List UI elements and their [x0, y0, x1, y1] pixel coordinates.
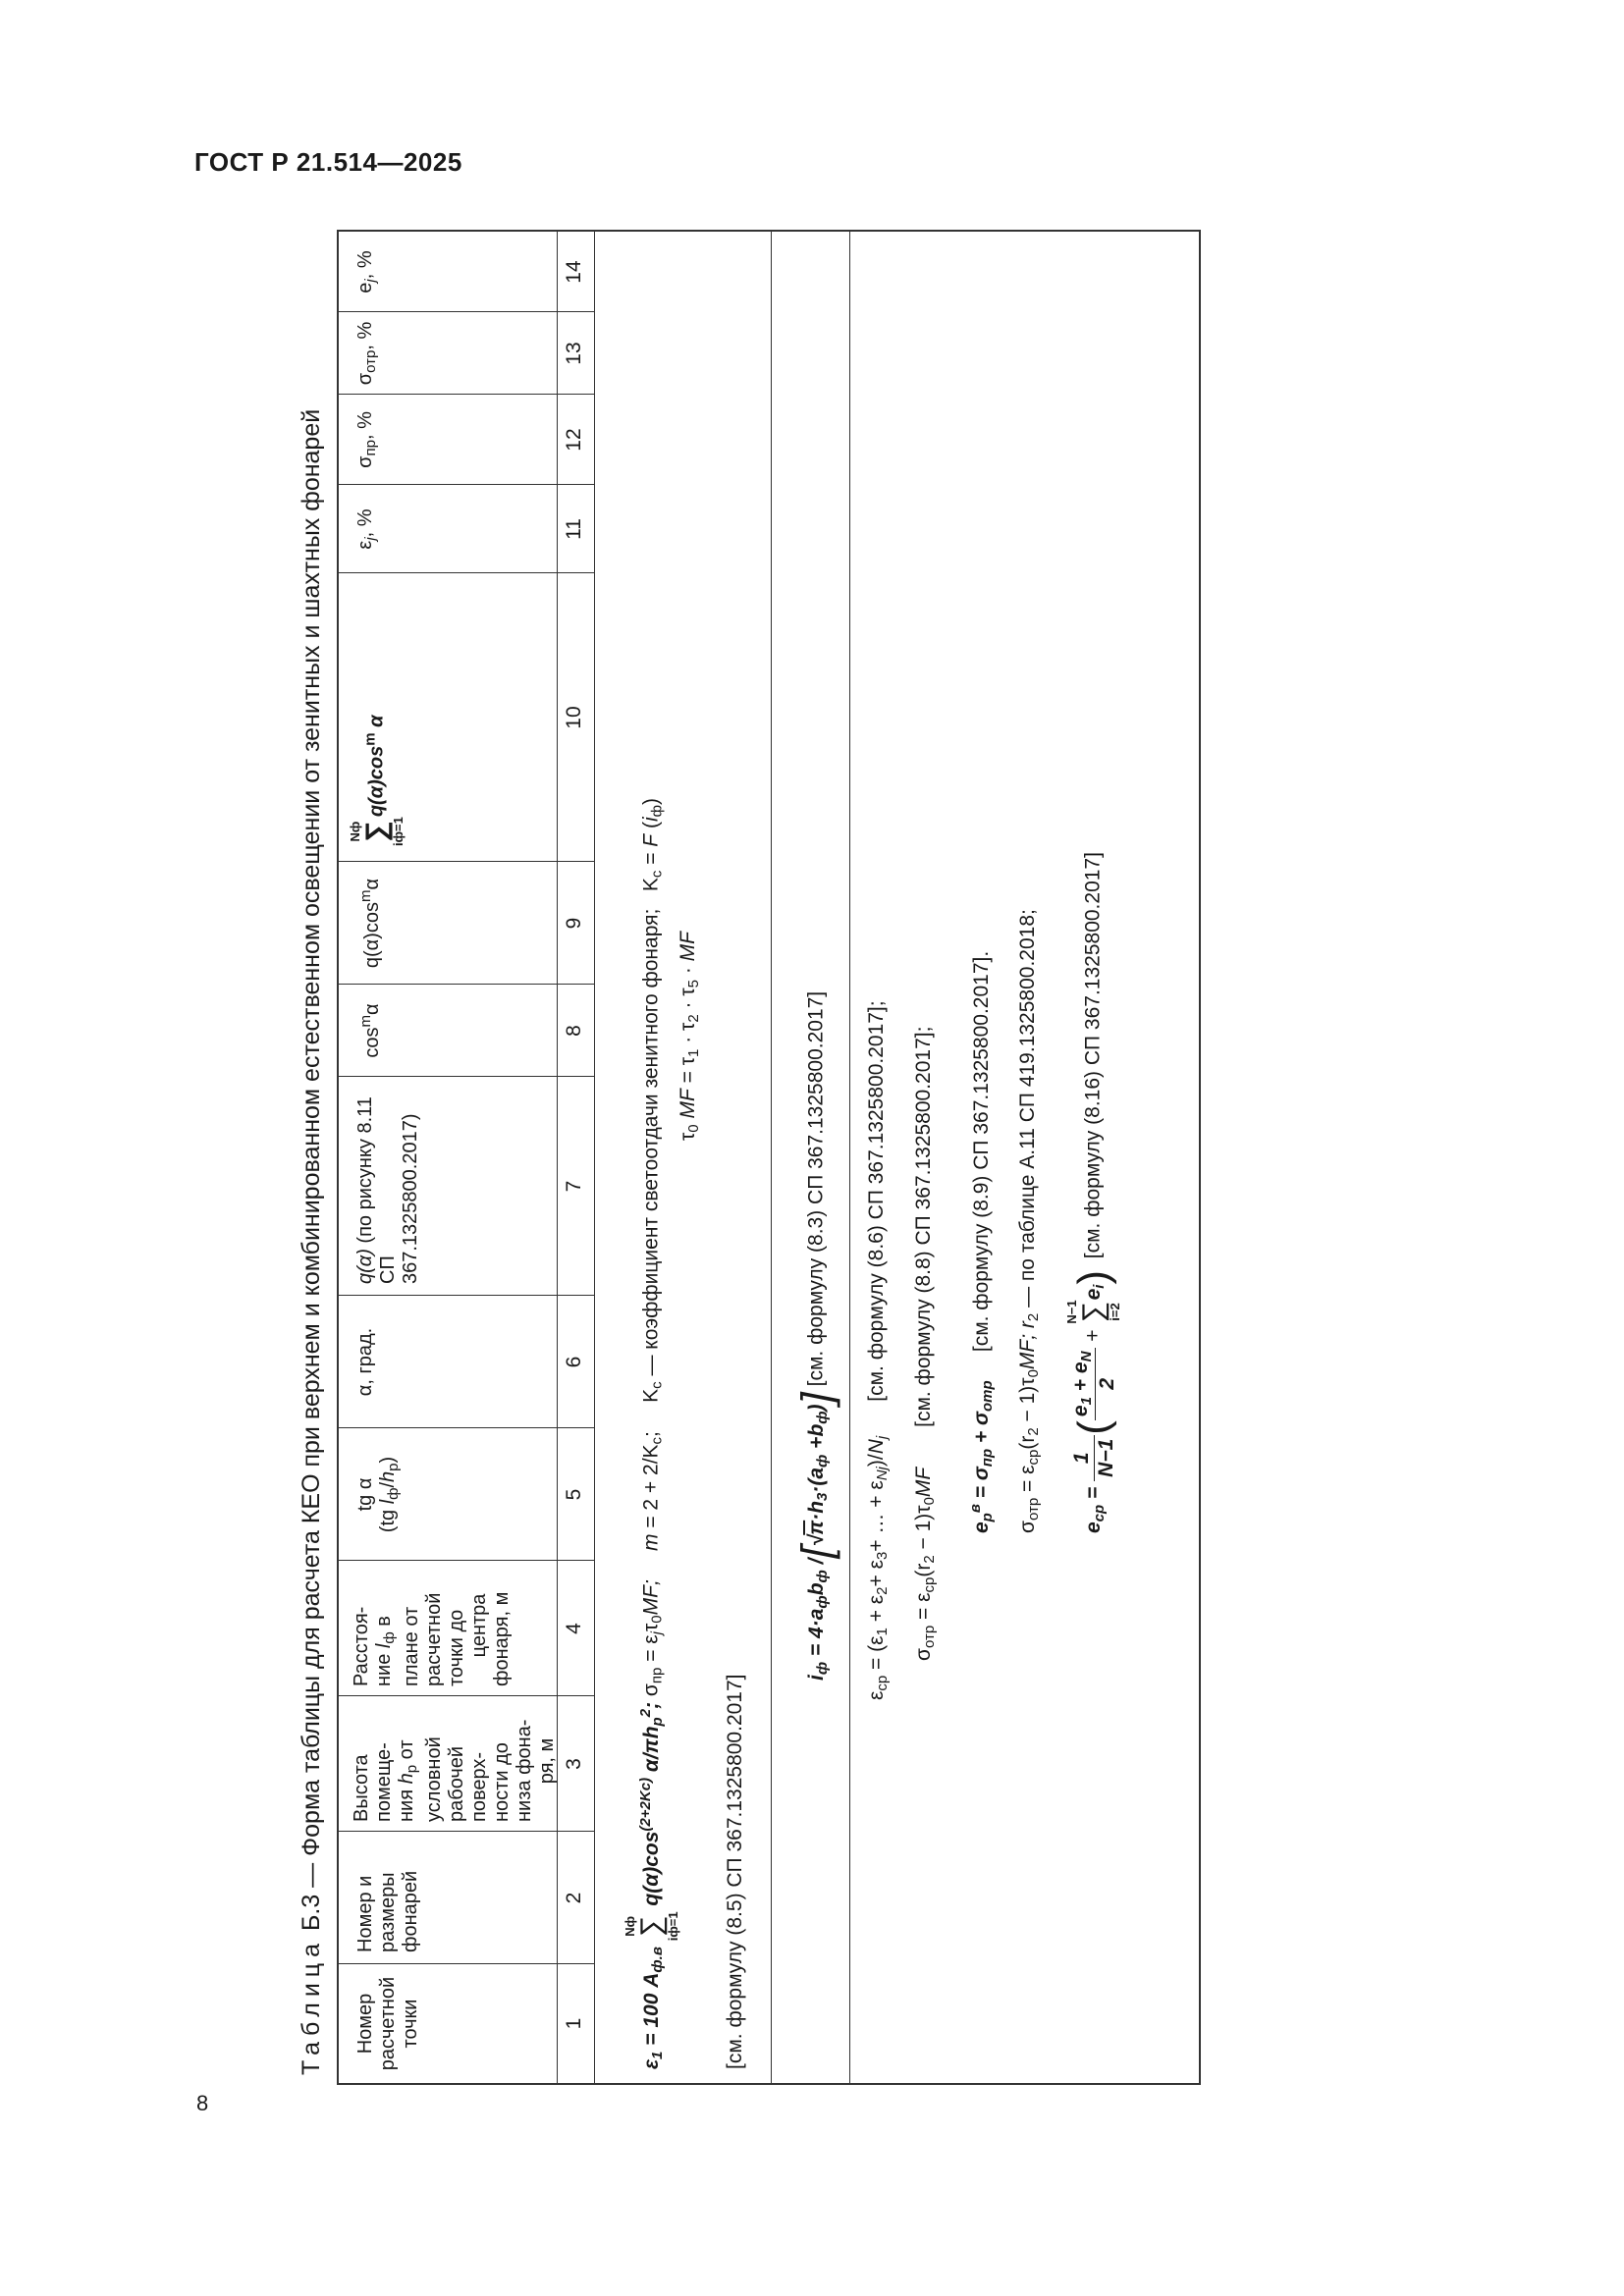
header-tg-alpha: tg α (tg $l_ф/h_р$)	[354, 1456, 402, 1533]
kео-calculation-table	[337, 230, 1201, 2085]
caption-word: Таблица	[298, 1937, 325, 2075]
formula-sigma-otr: $\sigma_{отр} = \varepsilon_{ср}(r_2 - 1)\tau_0MF$ [см. формулу (8.8) СП 367.1325800.2017];	[912, 1026, 938, 1661]
col-num: 10	[563, 706, 585, 729]
formula-i-phi: $i_ф = 4\cdot a_фb_ф$ $/[√\pi\cdot h_3\cdot(a_ф +b_ф)]$ [см. формулу (8.3) СП 367.1325800.2017]	[792, 990, 840, 1681]
formula-tau-mf: $\tau_0$ MF = $\tau_1 \cdot \tau_2 \cdot \tau_5$ · MF	[677, 931, 702, 1141]
document-header: ГОСТ Р 21.514—2025	[194, 147, 462, 177]
sum-symbol: Nф ∑ iф=1	[348, 817, 406, 846]
header-eps-j: $\varepsilon_j$, %	[354, 508, 379, 550]
sum-symbol: N−1 ∑ i=2	[1064, 1300, 1122, 1324]
header-plan-distance: Расстоя- ние $l_ф$ в плане от расчетной точки до центра фонаря, м	[351, 1591, 513, 1686]
col-num: 14	[563, 260, 585, 284]
col-num: 7	[563, 1180, 585, 1193]
caption-text: Б.3 — Форма таблицы для расчета КЕО при верхнем и комбинированном естественном освещении от зенитных и шахтных фонарей	[298, 408, 325, 1932]
header-point-number: Номер расчетной точки	[354, 1976, 421, 2071]
header-sigma-pr: $\sigma_{пр}$, %	[354, 411, 379, 468]
page-number: 8	[196, 2091, 209, 2115]
header-q-alpha: q(α) (по рисунку 8.11 СП 367.1325800.2017)	[354, 1096, 421, 1284]
formula-eps-sr: $\varepsilon_{ср} = (\varepsilon_1 + \varepsilon_2+ \varepsilon_3+$ … + $\varepsilon_{Nj})/N_j$ [см. формулу (8.6) СП 367.1325800.2017];	[865, 1000, 891, 1700]
formula-eps1: $\varepsilon_1 = 100$ $A_{ф.в}$ Nф ∑ iф=1 $q(\alpha)\cos^{(2+2Kc)}$ $\alpha/\pi h_p^2$; $\sigma_{пр} = \varepsilon_j\tau_0MF$; $m = 2 + 2/K_c$; $K_c$ — коэффициент светоотдачи зенитного фонаря; $K_c = F$ $(i_ф)$	[623, 798, 680, 2069]
rotated-table-frame	[298, 220, 1181, 2085]
header-sigma-otr: $\sigma_{отр}$, %	[354, 321, 379, 386]
header-sum-q-cos: Nф ∑ iф=1 $q(\alpha)\cos^m$ α	[348, 715, 406, 846]
header-skylight-number: Номер и размеры фонарей	[354, 1870, 421, 1952]
col-num: 2	[563, 1892, 585, 1904]
formula-sigma-otr-2: $\sigma_{отр} = \varepsilon_{ср}(r_2 - 1)\tau_0MF$; $r_2$ — по таблице А.11 СП 419.1325800.2018;	[1016, 909, 1042, 1533]
col-num: 6	[563, 1356, 585, 1368]
table-caption	[298, 409, 326, 2075]
col-num: 1	[563, 2017, 585, 2030]
sum-symbol: Nф ∑ iф=1	[623, 1911, 680, 1942]
col-num: 9	[563, 917, 585, 930]
header-cos-m-alpha: $\cos^m\alpha$	[357, 1003, 383, 1058]
col-num: 3	[563, 1758, 585, 1770]
col-num: 11	[563, 518, 585, 540]
col-num: 4	[563, 1623, 585, 1634]
header-room-height: Высота помеще- ния $h_р$ от условной рабочей поверх- ности до низа фона- ря, м	[351, 1719, 558, 1822]
header-alpha-deg: α, град.	[354, 1327, 376, 1397]
col-num: 8	[563, 1025, 585, 1037]
col-num: 12	[563, 428, 585, 452]
header-q-cos-m-alpha: $q(\alpha)\cos^m\alpha$	[357, 878, 383, 969]
col-num: 13	[563, 342, 585, 365]
formula-e-p: $e_р^в = \sigma_{пр} + \sigma_{отр}$ [см. формулу (8.9) СП 367.1325800.2017].	[967, 950, 996, 1533]
col-num: 5	[563, 1488, 585, 1501]
header-e-j: $e_j$, %	[354, 250, 379, 294]
formula-e-sr: $e_{ср}$ = 1 N−1 ( $e_1 + e_N$ 2 + N−1 ∑ i=2 $e_i$) [см. формулу (8.16) СП 367.1325800.2017]	[1064, 852, 1122, 1533]
formula-ref-8-5: [см. формулу (8.5) СП 367.1325800.2017]	[724, 1674, 746, 2069]
